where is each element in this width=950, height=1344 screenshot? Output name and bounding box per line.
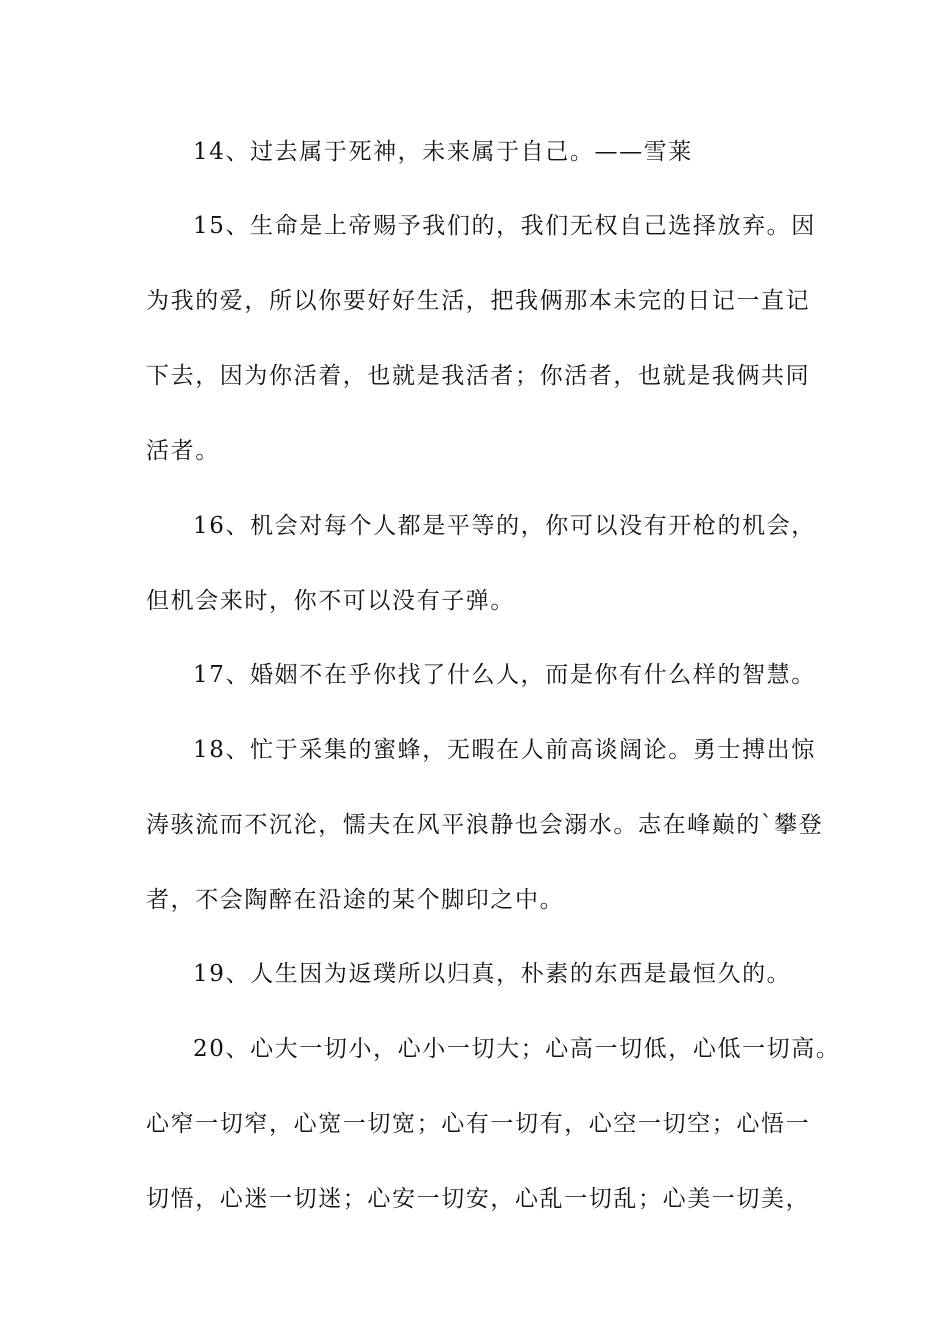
quote-20-line-1: 20、心大一切小，心小一切大；心高一切低，心低一切高。 bbox=[193, 1036, 841, 1062]
quote-16-line-2: 但机会来时，你不可以没有子弹。 bbox=[146, 588, 515, 614]
quote-20-line-2: 心窄一切窄，心宽一切宽；心有一切有，心空一切空；心悟一 bbox=[146, 1111, 811, 1137]
quote-17: 17、婚姻不在乎你找了什么人，而是你有什么样的智慧。 bbox=[193, 662, 816, 688]
quote-19: 19、人生因为返璞所以归真，朴素的东西是最恒久的。 bbox=[193, 961, 792, 987]
quote-20-line-3: 切悟，心迷一切迷；心安一切安，心乱一切乱；心美一切美， bbox=[146, 1186, 811, 1212]
quote-16-line-1: 16、机会对每个人都是平等的，你可以没有开枪的机会， bbox=[193, 513, 816, 539]
quote-18-line-2: 涛骇流而不沉沦，懦夫在风平浪静也会溺水。志在峰巅的`攀登 bbox=[146, 812, 824, 838]
quote-15-line-4: 活者。 bbox=[146, 438, 220, 464]
quote-14: 14、过去属于死神，未来属于自己。——雪莱 bbox=[193, 139, 693, 165]
quote-15-line-2: 为我的爱，所以你要好好生活，把我俩那本未完的日记一直记 bbox=[146, 288, 811, 314]
quote-15-line-3: 下去，因为你活着，也就是我活者；你活者，也就是我俩共同 bbox=[146, 363, 811, 389]
quote-18-line-1: 18、忙于采集的蜜蜂，无暇在人前高谈阔论。勇士搏出惊 bbox=[193, 737, 816, 763]
quote-18-line-3: 者，不会陶醉在沿途的某个脚印之中。 bbox=[146, 887, 565, 913]
quote-15-line-1: 15、生命是上帝赐予我们的，我们无权自己选择放弃。因 bbox=[193, 213, 816, 239]
